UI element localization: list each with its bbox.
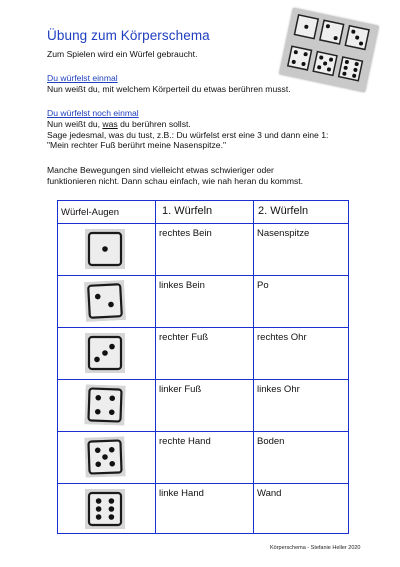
photo-die-2 <box>320 20 344 44</box>
section1-text: Nun weißt du, mit welchem Körperteil du etwas berühren musst. <box>47 84 291 94</box>
photo-die-6 <box>339 57 363 81</box>
die-5-pips <box>85 437 125 477</box>
first-roll-cell: rechte Hand <box>159 436 211 447</box>
section2-line3: "Mein rechter Fuß berührt meine Nasenspitze." <box>47 140 227 151</box>
first-roll-cell: rechtes Bein <box>159 228 212 239</box>
first-roll-cell: rechter Fuß <box>159 332 209 343</box>
second-roll-cell: linkes Ohr <box>257 384 300 395</box>
dice-photo <box>279 8 379 93</box>
photo-die-5 <box>313 52 337 76</box>
section2-text <box>47 119 328 151</box>
second-roll-cell: Boden <box>257 436 285 447</box>
page-title: Übung zum Körperschema <box>47 28 210 43</box>
dice-photo-image <box>279 8 379 93</box>
section2-heading: Du würfelst noch einmal <box>47 108 139 118</box>
underlined-word: was <box>102 119 118 129</box>
photo-die-1 <box>294 15 318 39</box>
first-roll-cell: linke Hand <box>159 488 204 499</box>
second-roll-cell: Po <box>257 280 269 291</box>
note-line2: funktionieren nicht. Dann schau einfach, wie nah heran du kommst. <box>47 175 304 186</box>
second-roll-cell: rechtes Ohr <box>257 332 307 343</box>
die-2-pips <box>85 281 125 321</box>
header-pips: Würfel-Augen <box>61 207 120 218</box>
note-text <box>47 165 303 186</box>
second-roll-cell: Wand <box>257 488 282 499</box>
die-1-pips <box>85 229 125 269</box>
body-parts-table <box>57 200 349 534</box>
first-roll-cell: linker Fuß <box>159 384 202 395</box>
photo-die-3 <box>345 26 369 50</box>
header-second-roll: 2. Würfeln <box>258 205 309 217</box>
section2-line1: Nun weißt du, was du berühren sollst. <box>47 119 191 129</box>
first-roll-cell: linkes Bein <box>159 280 205 291</box>
die-6-pips <box>85 489 125 529</box>
header-first-roll: 1. Würfeln <box>162 205 213 217</box>
section2-line2: Sage jedesmal, was du tust, z.B.: Du würfelst erst eine 3 und dann eine 1: <box>47 129 329 140</box>
intro-text: Zum Spielen wird ein Würfel gebraucht. <box>47 49 198 59</box>
section1-heading: Du würfelst einmal <box>47 73 118 83</box>
footer-credit: Körperschema - Stefanie Heller 2020 <box>270 545 361 551</box>
die-4-pips <box>85 385 125 425</box>
photo-die-4 <box>288 46 312 70</box>
second-roll-cell: Nasenspitze <box>257 228 310 239</box>
note-line1: Manche Bewegungen sind vielleicht etwas schwieriger oder <box>47 165 274 175</box>
die-3-pips <box>85 333 125 373</box>
